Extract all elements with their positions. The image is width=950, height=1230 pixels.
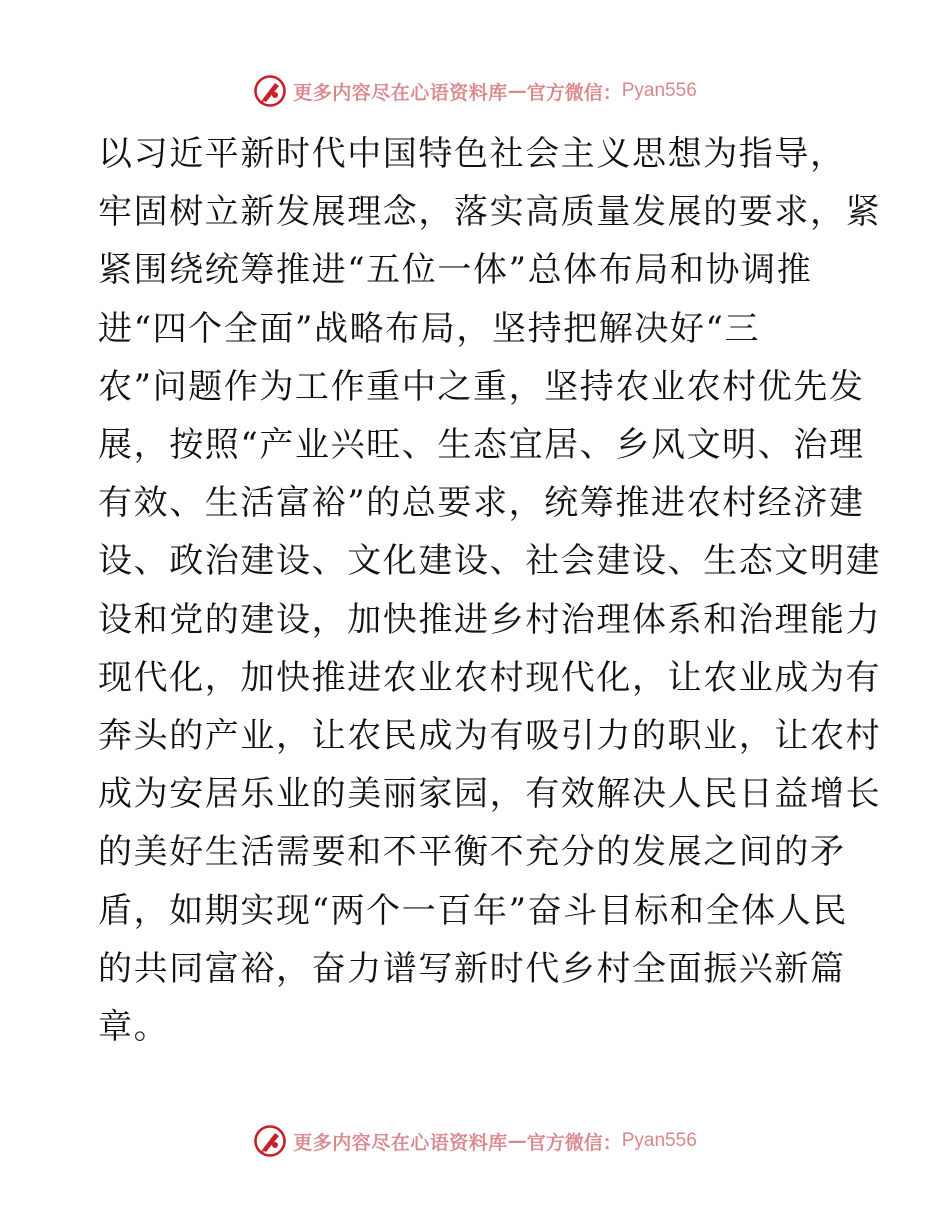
body-line: 进“四个全面”战略布局，坚持把解决好“三 (98, 308, 761, 349)
header-brand-text: 更多内容尽在心语资料库 (293, 81, 508, 104)
body-line: 章。 (98, 1007, 170, 1048)
body-line: 的美好生活需要和不平衡不充分的发展之间的矛 (98, 832, 846, 873)
header-banner (0, 71, 950, 111)
body-line: 紧围绕统筹推进“五位一体”总体布局和协调推 (98, 250, 813, 291)
document-body (98, 125, 882, 1056)
footer-wechat-label: 官方微信： (526, 1131, 622, 1154)
header-separator: — (507, 80, 527, 102)
footer-banner (0, 1121, 950, 1161)
header-wechat-label: 官方微信： (526, 81, 622, 104)
body-line: 盾，如期实现“两个一百年”奋斗目标和全体人民 (98, 890, 848, 931)
body-line: 牢固树立新发展理念，落实高质量发展的要求，紧 (98, 192, 882, 233)
body-line: 以习近平新时代中国特色社会主义思想为指导， (98, 134, 846, 174)
footer-wechat-id: Pyan556 (621, 1130, 697, 1151)
body-line: 展，按照“产业兴旺、生态宜居、乡风文明、治理 (98, 425, 865, 466)
body-line: 的共同富裕，奋力谱写新时代乡村全面振兴新篇 (98, 948, 846, 989)
body-line: 有效、生活富裕”的总要求，统筹推进农村经济建 (98, 483, 865, 524)
body-line: 成为安居乐业的美丽家园，有效解决人民日益增长 (98, 774, 882, 815)
seal-pen-logo-icon (253, 1124, 287, 1158)
body-line: 设和党的建设，加快推进乡村治理体系和治理能力 (98, 599, 882, 640)
body-line: 设、政治建设、文化建设、社会建设、生态文明建 (98, 541, 882, 582)
body-line: 农”问题作为工作重中之重，坚持农业农村优先发 (98, 366, 865, 407)
footer-brand-text: 更多内容尽在心语资料库 (293, 1131, 508, 1154)
body-line: 现代化，加快推进农业农村现代化，让农业成为有 (98, 657, 882, 698)
seal-pen-logo-icon (253, 74, 287, 108)
body-line: 奔头的产业，让农民成为有吸引力的职业，让农村 (98, 716, 882, 757)
header-wechat-id: Pyan556 (621, 80, 697, 101)
footer-separator: — (507, 1130, 527, 1152)
